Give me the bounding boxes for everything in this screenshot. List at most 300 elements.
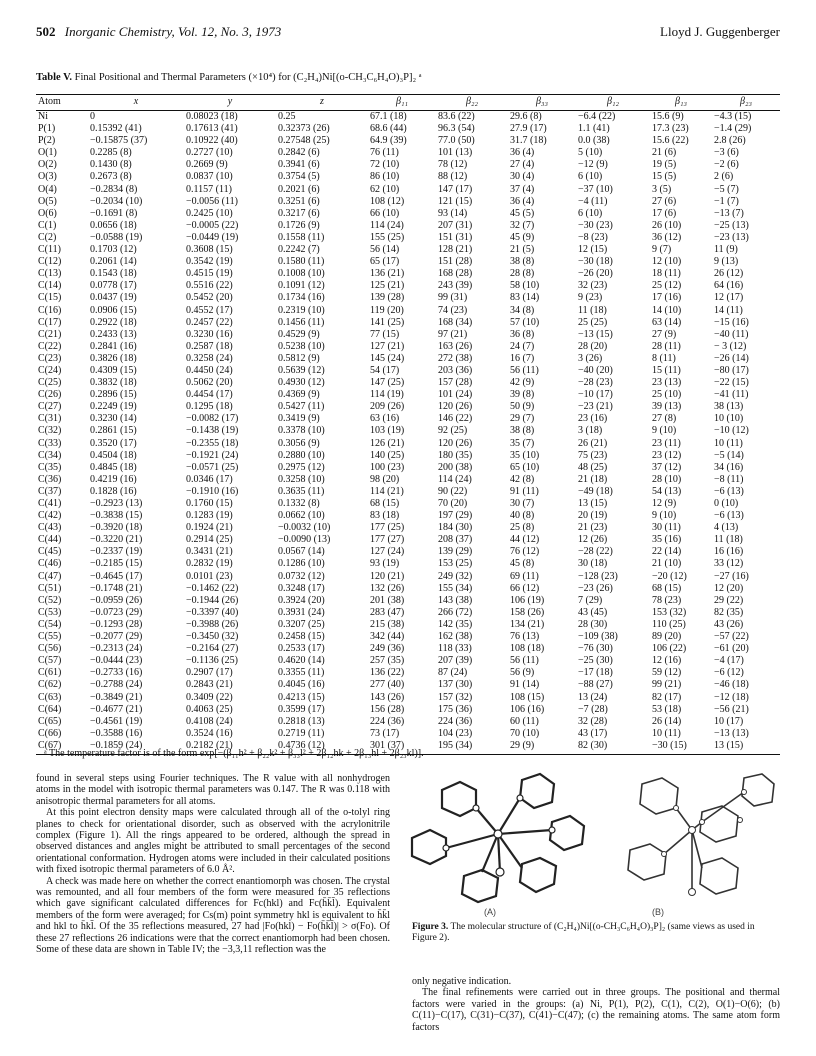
table-cell: 56 (11) [510, 655, 539, 667]
table-row [36, 425, 780, 437]
table-cell: −40 (11) [714, 328, 749, 340]
table-cell: −0.0449 (19) [186, 231, 239, 243]
table-cell: 101 (24) [438, 389, 473, 401]
table-cell: 90 (22) [438, 485, 468, 497]
table-row [36, 474, 780, 486]
table-cell: 74 (23) [438, 304, 468, 316]
table-cell: −1 (7) [714, 195, 739, 207]
table-cell: −0.0444 (23) [90, 655, 143, 667]
table-cell: 168 (28) [438, 268, 473, 280]
table-row [36, 377, 780, 389]
table-cell: −0.2733 (16) [90, 667, 143, 679]
table-cell: 141 (25) [370, 316, 405, 328]
table-cell: 11 (9) [714, 244, 738, 256]
table-cell: −23 (21) [578, 401, 613, 413]
table-cell: 0.27548 (25) [278, 135, 330, 147]
table-cell: 29 (22) [714, 594, 744, 606]
table-cell: 0.3826 (18) [90, 352, 137, 364]
table-row [36, 462, 780, 474]
table-cell: 0.3230 (14) [90, 413, 137, 425]
table-cell: 0.10922 (40) [186, 135, 238, 147]
table-cell: 0.5062 (20) [186, 377, 233, 389]
atom-label: C(16) [38, 304, 62, 316]
table-cell: −0.3397 (40) [186, 606, 239, 618]
atom-label: C(23) [38, 352, 62, 364]
table-cell: −0.0082 (17) [186, 413, 239, 425]
table-cell: −13 (7) [714, 207, 744, 219]
atom-label: C(17) [38, 316, 62, 328]
table-cell: 0.1295 (18) [186, 401, 233, 413]
table-cell: 0.0778 (17) [90, 280, 137, 292]
table-cell: −30 (23) [578, 219, 613, 231]
atom-label: C(37) [38, 485, 62, 497]
table-row [36, 571, 780, 583]
table-caption [36, 72, 780, 83]
table-cell: 10 (10) [714, 413, 744, 425]
table-row [36, 256, 780, 268]
table-cell: −0.1462 (22) [186, 582, 239, 594]
table-cell: −109 (38) [578, 631, 618, 643]
table-cell: 209 (26) [370, 401, 405, 413]
table-cell: 97 (21) [438, 328, 468, 340]
table-cell: 0.5639 (12) [278, 364, 325, 376]
table-cell: 0.4620 (14) [278, 655, 325, 667]
table-cell: 100 (23) [370, 461, 405, 473]
table-cell: 2 (6) [714, 171, 734, 183]
paragraph: only negative indication. [412, 976, 512, 987]
table-cell: 157 (32) [438, 691, 473, 703]
table-cell: −0.2355 (18) [186, 437, 239, 449]
table-cell: 40 (8) [510, 510, 535, 522]
table-cell: 114 (19) [370, 389, 404, 401]
table-cell: −0.2923 (13) [90, 498, 143, 509]
table-cell: −23 (13) [714, 231, 749, 243]
table-cell: 15.6 (22) [652, 135, 689, 147]
table-cell: 0.1283 (19) [186, 510, 233, 522]
table-row [36, 643, 780, 655]
table-cell: 132 (26) [370, 582, 405, 594]
table-cell: −0.3588 (16) [90, 727, 143, 739]
table-cell: 18 (11) [652, 268, 681, 280]
table-cell: −61 (20) [714, 643, 749, 655]
atom-label: C(65) [38, 715, 62, 727]
table-cell: −28 (22) [578, 546, 613, 558]
table-cell: −4.3 (15) [714, 111, 752, 122]
table-cell: 207 (31) [438, 219, 473, 231]
table-cell: 243 (39) [438, 280, 473, 292]
table-cell: 106 (19) [510, 594, 545, 606]
table-cell: 0.2907 (17) [186, 667, 233, 679]
table-cell: 0.3520 (17) [90, 437, 137, 449]
table-cell: 120 (21) [370, 570, 405, 582]
table-cell: 0.0101 (23) [186, 570, 233, 582]
column-header: y [184, 95, 276, 111]
column-header: β₁₂ [576, 95, 650, 111]
table-cell: −0.3988 (26) [186, 618, 239, 630]
atom-label: C(11) [38, 244, 61, 256]
table-cell: 0.4504 (18) [90, 449, 137, 461]
table-cell: 29 (9) [508, 740, 576, 755]
table-row [36, 728, 780, 740]
table-cell: −40 (20) [578, 364, 613, 376]
table-cell: −25 (13) [714, 219, 749, 231]
table-cell: 249 (32) [438, 570, 473, 582]
table-cell: 0.4219 (16) [90, 473, 137, 485]
table-cell: 3 (5) [652, 183, 672, 195]
table-cell: 0.2832 (19) [186, 558, 233, 570]
table-cell: 0.3754 (5) [278, 171, 320, 183]
table-cell: 0.5516 (22) [186, 280, 233, 292]
table-cell: 120 (26) [438, 437, 473, 449]
table-cell: 139 (29) [438, 546, 473, 558]
table-cell: −4 (11) [578, 195, 608, 207]
atom-label: C(46) [38, 558, 62, 570]
atom-label: Ni [38, 111, 48, 122]
table-cell: 0.2458 (15) [278, 631, 325, 643]
atom-label: O(1) [38, 147, 57, 159]
table-cell: 83 (18) [370, 510, 400, 522]
table-cell: 25 (25) [578, 316, 608, 328]
table-cell: 0.2433 (13) [90, 328, 137, 340]
table-cell: −0.2185 (15) [90, 558, 143, 570]
table-cell: 17 (16) [652, 292, 682, 304]
table-cell: 180 (35) [438, 449, 473, 461]
table-cell: 45 (8) [510, 558, 535, 570]
atom-label: C(32) [38, 425, 62, 437]
table-cell: 72 (10) [370, 159, 400, 171]
table-cell: 0.15392 (41) [90, 123, 142, 135]
table-cell: 82 (35) [714, 606, 744, 618]
table-cell: −7 (28) [578, 703, 608, 715]
table-cell: 56 (9) [510, 667, 535, 679]
table-cell: 0.3599 (17) [278, 703, 325, 715]
table-row [36, 534, 780, 546]
table-cell: 78 (12) [438, 159, 468, 171]
table-cell: 0.1828 (16) [90, 485, 137, 497]
journal-citation: Inorganic Chemistry, Vol. 12, No. 3, 1973 [64, 24, 282, 39]
table-cell: 38 (8) [510, 256, 535, 268]
table-cell: 66 (12) [510, 582, 540, 594]
table-cell: 88 (12) [438, 171, 468, 183]
table-row [36, 510, 780, 522]
table-cell: −76 (30) [578, 643, 613, 655]
table-cell: 21 (10) [652, 558, 682, 570]
table-cell: 249 (36) [370, 643, 405, 655]
table-cell: −46 (18) [714, 679, 749, 691]
table-cell: 26 (10) [652, 219, 682, 231]
table-cell: 13 (15) [712, 740, 780, 755]
table-cell: 0.3251 (6) [278, 195, 320, 207]
table-cell: 15 (11) [652, 364, 681, 376]
atom-label: C(67) [36, 740, 88, 755]
table-cell: 153 (32) [652, 606, 687, 618]
atom-label: C(26) [38, 389, 62, 401]
table-cell: 110 (25) [652, 618, 686, 630]
table-cell: 0.32373 (26) [278, 123, 330, 135]
table-cell: 114 (24) [370, 219, 404, 231]
table-cell: 0.2861 (15) [90, 425, 137, 437]
table-cell: 28 (30) [578, 618, 608, 630]
table-cell: −30 (18) [578, 256, 613, 268]
table-cell: 42 (9) [510, 377, 535, 389]
table-cell: 78 (23) [652, 594, 682, 606]
structure-view-b [628, 774, 774, 894]
atom-label: C(55) [38, 631, 62, 643]
atom-label: C(13) [38, 268, 62, 280]
table-row [36, 619, 780, 631]
atom-label: C(44) [38, 534, 62, 546]
atom-label: C(12) [38, 256, 62, 268]
table-cell: 143 (26) [370, 691, 405, 703]
table-cell: 118 (33) [438, 643, 472, 655]
table-row [36, 655, 780, 667]
table-cell: −6 (12) [714, 667, 744, 679]
table-cell: 0 (10) [714, 498, 739, 509]
table-cell: −0.1136 (25) [186, 655, 238, 667]
table-cell: −12 (9) [578, 159, 608, 171]
table-cell: 184 (30) [438, 522, 473, 534]
table-cell: −0.1748 (21) [90, 582, 143, 594]
table-cell: 0.3832 (18) [90, 377, 137, 389]
table-cell: −37 (10) [578, 183, 613, 195]
table-cell: 0.2425 (10) [186, 207, 233, 219]
table-cell: 147 (17) [438, 183, 473, 195]
table-cell: 33 (12) [714, 558, 744, 570]
table-cell: 35 (16) [652, 534, 682, 546]
column-header: β₂₃ [712, 95, 780, 111]
table-cell: 139 (28) [370, 292, 405, 304]
table-header-row [36, 95, 780, 111]
table-cell: 56 (14) [370, 244, 400, 256]
table-cell: −0.4645 (17) [90, 570, 143, 582]
table-cell: 26 (14) [652, 715, 682, 727]
atom-label: C(33) [38, 437, 62, 449]
atom-label: C(61) [38, 667, 62, 679]
atom-label: C(45) [38, 546, 62, 558]
table-cell: 19 (5) [652, 159, 677, 171]
table-cell: 0.3931 (24) [278, 606, 325, 618]
parameters-table [36, 94, 780, 755]
column-header: β₁₃ [650, 95, 712, 111]
table-cell: 28 (11) [652, 340, 681, 352]
atom-label: C(21) [38, 328, 62, 340]
table-row [36, 305, 780, 317]
atom-label: C(64) [38, 703, 62, 715]
table-cell: 15.6 (9) [652, 111, 684, 122]
table-cell: 0.4515 (19) [186, 268, 233, 280]
table-cell: 0.2896 (15) [90, 389, 137, 401]
table-cell: 37 (12) [652, 461, 682, 473]
table-cell: 76 (11) [370, 147, 399, 159]
table-cell: −4 (17) [714, 655, 744, 667]
table-cell: −2 (6) [714, 159, 739, 171]
table-cell: 0.2242 (7) [278, 244, 320, 256]
table-row [36, 353, 780, 365]
table-cell: −0.0723 (29) [90, 606, 143, 618]
table-cell: −10 (12) [714, 425, 749, 437]
column-header: x [88, 95, 184, 111]
table-cell: 162 (38) [438, 631, 473, 643]
table-cell: 21 (6) [652, 147, 677, 159]
table-cell: 32 (23) [578, 280, 608, 292]
table-cell: 93 (14) [438, 207, 468, 219]
table-cell: −13 (15) [578, 328, 613, 340]
table-cell: 0.3431 (21) [186, 546, 233, 558]
atom-label: C(42) [38, 510, 62, 522]
table-cell: 43 (45) [578, 606, 608, 618]
paragraph: The final refinements were carried out in three groups. The positional and thermal factors were varied in the groups: (a) Ni, P(1), P(2), C(1), C(2), O(1)−O(6); (b) C(11)−C(17), C(31)−C(37), C(41)−C(47); (c) the remaining atoms. The same atom form factors [412, 987, 780, 1033]
table-row [36, 401, 780, 413]
atom-label: C(63) [38, 691, 62, 703]
table-row [36, 123, 780, 135]
atom-label: C(15) [38, 292, 62, 304]
table-cell: 0.3635 (11) [278, 485, 325, 497]
table-cell: 0.3542 (19) [186, 256, 233, 268]
table-cell: 175 (36) [438, 703, 473, 715]
table-cell: −5 (14) [714, 449, 744, 461]
table-cell: −0.3220 (21) [90, 534, 143, 546]
table-cell: 195 (34) [436, 740, 508, 755]
table-cell: − 3 (12) [714, 340, 747, 352]
table-cell: 27.9 (17) [510, 123, 547, 135]
table-cell: −128 (23) [578, 570, 618, 582]
table-cell: 0.5238 (10) [278, 340, 325, 352]
table-cell: −23 (26) [578, 582, 613, 594]
table-cell: −0.0056 (11) [186, 195, 238, 207]
table-row [36, 595, 780, 607]
table-cell: 75 (23) [578, 449, 608, 461]
table-cell: −0.1691 (8) [90, 207, 138, 219]
table-cell: 4 (13) [714, 522, 739, 534]
table-cell: 151 (31) [438, 231, 473, 243]
atom-label: C(25) [38, 377, 62, 389]
table-cell: −8 (23) [578, 231, 608, 243]
table-row [36, 438, 780, 450]
table-cell: 0.2914 (25) [186, 534, 233, 546]
atom-label: C(57) [38, 655, 62, 667]
table-cell: 0.3258 (10) [278, 473, 325, 485]
table-cell: 0 [90, 111, 95, 122]
table-cell: −80 (17) [714, 364, 749, 376]
table-cell: 26 (12) [714, 268, 744, 280]
table-cell: 66 (10) [370, 207, 400, 219]
table-cell: 12 (10) [652, 256, 682, 268]
table-cell: 76 (12) [510, 546, 540, 558]
table-cell: −25 (30) [578, 655, 613, 667]
table-cell: 0.3378 (10) [278, 425, 325, 437]
atom-label: C(27) [38, 401, 62, 413]
table-cell: 0.2669 (9) [186, 159, 228, 171]
table-cell: 62 (10) [370, 183, 400, 195]
table-row [36, 546, 780, 558]
table-cell: 0.1286 (10) [278, 558, 325, 570]
table-cell: 266 (72) [438, 606, 473, 618]
table-cell: 35 (7) [510, 437, 535, 449]
table-cell: 0.2587 (18) [186, 340, 233, 352]
table-cell: 155 (34) [438, 582, 473, 594]
table-cell: 0.2727 (10) [186, 147, 233, 159]
table-cell: 38 (13) [714, 401, 744, 413]
table-cell: 168 (34) [438, 316, 473, 328]
table-cell: −10 (17) [578, 389, 613, 401]
table-row [36, 679, 780, 691]
table-cell: 6 (10) [578, 171, 603, 183]
table-cell: 5 (10) [578, 147, 603, 159]
table-cell: 28 (10) [652, 473, 682, 485]
table-cell: 10 (11) [714, 437, 743, 449]
table-cell: 108 (15) [510, 691, 545, 703]
table-cell: 0.1760 (15) [186, 498, 233, 509]
table-cell: 0.4450 (24) [186, 364, 233, 376]
table-cell: 0.5452 (20) [186, 292, 233, 304]
table-cell: 0.2975 (12) [278, 461, 325, 473]
table-cell: 10 (11) [652, 727, 681, 739]
table-cell: 201 (38) [370, 594, 405, 606]
table-cell: 0.2285 (8) [90, 147, 132, 159]
table-cell: 0.1726 (9) [278, 219, 320, 231]
table-cell: 12 (16) [652, 655, 682, 667]
table-cell: −6 (13) [714, 510, 744, 522]
table-cell: 60 (11) [510, 715, 539, 727]
table-cell: 3 (18) [578, 425, 603, 437]
atom-label: C(52) [38, 594, 62, 606]
table-cell: −0.3920 (18) [90, 522, 143, 534]
table-cell: 27 (9) [652, 328, 677, 340]
table-row [36, 208, 780, 220]
figure-caption-text: The molecular structure of (C₂H₄)Ni[(o-CH₃C₆H₄O)₃P]₂ (same views as used in Figure 2). [412, 922, 755, 943]
table-cell: 0.0662 (10) [278, 510, 325, 522]
table-cell: 68.6 (44) [370, 123, 407, 135]
table-cell: −0.0959 (26) [90, 594, 143, 606]
table-cell: −26 (20) [578, 268, 613, 280]
atom-label: C(51) [38, 582, 62, 594]
table-cell: 0.0346 (17) [186, 473, 233, 485]
table-row [36, 171, 780, 183]
table-cell: 0.0 (38) [578, 135, 610, 147]
table-cell: 153 (25) [438, 558, 473, 570]
table-cell: 0.0437 (19) [90, 292, 137, 304]
table-row [36, 196, 780, 208]
table-cell: 68 (15) [370, 498, 400, 509]
table-cell: 163 (26) [438, 340, 473, 352]
table-cell: 7 (29) [578, 594, 603, 606]
table-cell: 43 (26) [714, 618, 744, 630]
table-cell: 208 (37) [438, 534, 473, 546]
table-cell: 0.4309 (15) [90, 364, 137, 376]
table-cell: 9 (13) [714, 256, 739, 268]
table-row [36, 147, 780, 159]
table-cell: 203 (36) [438, 364, 473, 376]
atom-label: C(47) [38, 570, 62, 582]
table-cell: 28 (8) [510, 268, 535, 280]
table-cell: −0.0005 (22) [186, 219, 239, 231]
table-cell: −0.2034 (10) [90, 195, 143, 207]
table-row [36, 341, 780, 353]
table-cell: 59 (12) [652, 667, 682, 679]
atom-label: C(62) [38, 679, 62, 691]
table-cell: 16 (16) [714, 546, 744, 558]
table-cell: 114 (21) [370, 485, 404, 497]
table-cell: −0.15875 (37) [90, 135, 148, 147]
table-cell: 64 (16) [714, 280, 744, 292]
table-cell: −41 (11) [714, 389, 749, 401]
table-row [36, 558, 780, 570]
body-column-right [412, 976, 780, 1033]
table-cell: 53 (18) [652, 703, 682, 715]
table-cell: 12 (9) [652, 498, 677, 509]
table-cell: 14 (10) [652, 304, 682, 316]
table-row [36, 135, 780, 147]
